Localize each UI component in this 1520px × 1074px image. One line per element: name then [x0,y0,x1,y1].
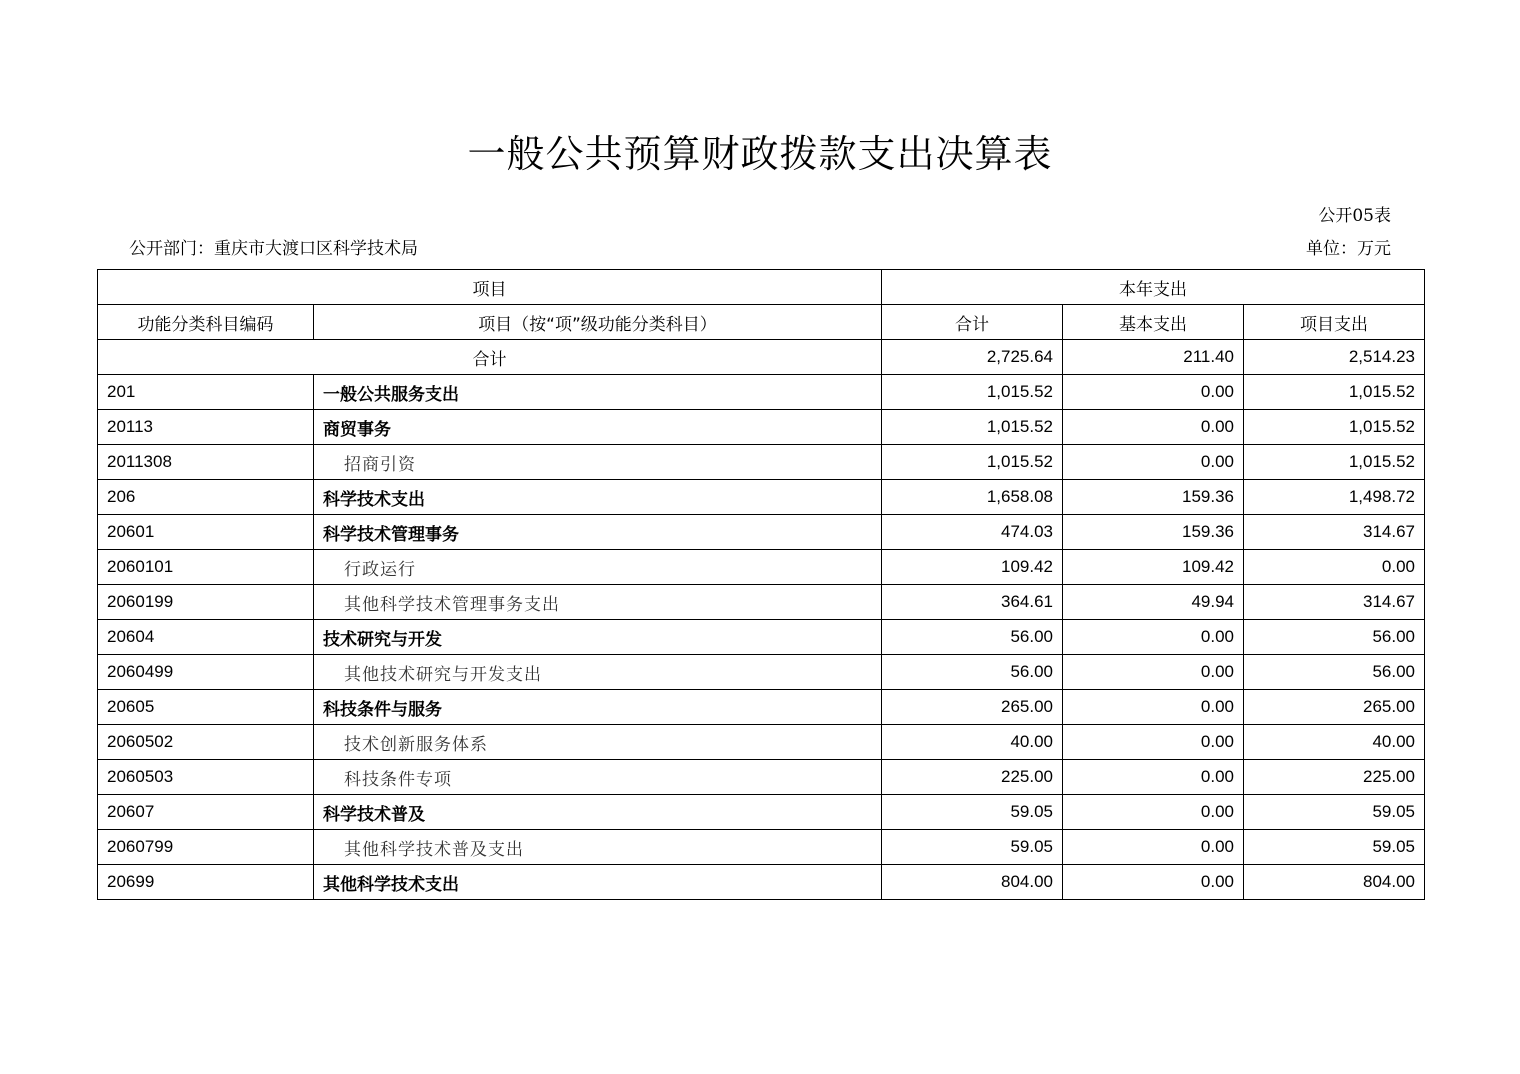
row-project: 1,015.52 [1244,375,1425,410]
row-basic: 0.00 [1063,655,1244,690]
row-basic: 159.36 [1063,480,1244,515]
row-total: 364.61 [882,585,1063,620]
row-code: 201 [98,375,314,410]
header-basic: 基本支出 [1063,305,1244,340]
row-total: 56.00 [882,655,1063,690]
row-project: 0.00 [1244,550,1425,585]
row-code: 2011308 [98,445,314,480]
row-code: 20113 [98,410,314,445]
row-name: 商贸事务 [314,410,882,445]
row-project: 40.00 [1244,725,1425,760]
row-basic: 0.00 [1063,830,1244,865]
table-row [98,585,1425,620]
table-row [98,655,1425,690]
row-total: 40.00 [882,725,1063,760]
row-total: 1,658.08 [882,480,1063,515]
row-code: 2060199 [98,585,314,620]
row-name: 科学技术管理事务 [314,515,882,550]
row-project: 59.05 [1244,795,1425,830]
row-basic: 0.00 [1063,690,1244,725]
table-row [98,865,1425,900]
row-project: 314.67 [1244,585,1425,620]
row-project: 1,498.72 [1244,480,1425,515]
row-project: 59.05 [1244,830,1425,865]
total-row [98,340,1425,375]
header-project: 项目支出 [1244,305,1425,340]
header-total: 合计 [882,305,1063,340]
header-item: 项目 [98,270,882,305]
row-code: 20699 [98,865,314,900]
row-name: 其他技术研究与开发支出 [314,655,882,690]
row-name: 其他科学技术支出 [314,865,882,900]
row-code: 20605 [98,690,314,725]
row-total: 1,015.52 [882,375,1063,410]
row-total: 225.00 [882,760,1063,795]
table-row [98,620,1425,655]
header-name: 项目（按“项”级功能分类科目） [314,305,882,340]
header-code: 功能分类科目编码 [98,305,314,340]
row-project: 314.67 [1244,515,1425,550]
row-basic: 159.36 [1063,515,1244,550]
row-basic: 0.00 [1063,375,1244,410]
row-name: 一般公共服务支出 [314,375,882,410]
row-project: 1,015.52 [1244,410,1425,445]
row-name: 招商引资 [314,445,882,480]
row-basic: 49.94 [1063,585,1244,620]
table-row [98,795,1425,830]
total-basic: 211.40 [1063,340,1244,375]
row-code: 20601 [98,515,314,550]
row-name: 技术创新服务体系 [314,725,882,760]
row-name: 技术研究与开发 [314,620,882,655]
row-total: 1,015.52 [882,445,1063,480]
header-row-2 [98,305,1425,340]
table-row [98,375,1425,410]
row-total: 109.42 [882,550,1063,585]
row-code: 2060502 [98,725,314,760]
row-total: 1,015.52 [882,410,1063,445]
row-basic: 0.00 [1063,865,1244,900]
row-project: 225.00 [1244,760,1425,795]
row-basic: 109.42 [1063,550,1244,585]
row-name: 其他科学技术管理事务支出 [314,585,882,620]
table-number: 公开05表 [1318,206,1391,226]
table-row [98,445,1425,480]
table-row [98,410,1425,445]
row-code: 20607 [98,795,314,830]
row-basic: 0.00 [1063,725,1244,760]
row-project: 265.00 [1244,690,1425,725]
row-basic: 0.00 [1063,760,1244,795]
unit-label: 单位：万元 [1306,239,1391,259]
table-row [98,830,1425,865]
row-total: 56.00 [882,620,1063,655]
table-row [98,480,1425,515]
row-code: 206 [98,480,314,515]
table-row [98,515,1425,550]
row-basic: 0.00 [1063,795,1244,830]
row-code: 2060499 [98,655,314,690]
row-name: 其他科学技术普及支出 [314,830,882,865]
row-name: 科学技术普及 [314,795,882,830]
row-total: 265.00 [882,690,1063,725]
row-code: 2060101 [98,550,314,585]
total-total: 2,725.64 [882,340,1063,375]
row-total: 804.00 [882,865,1063,900]
table-row [98,690,1425,725]
table-row [98,760,1425,795]
header-current-year: 本年支出 [882,270,1425,305]
row-name: 行政运行 [314,550,882,585]
row-project: 56.00 [1244,620,1425,655]
header-row-1 [98,270,1425,305]
row-name: 科学技术支出 [314,480,882,515]
row-project: 1,015.52 [1244,445,1425,480]
total-project: 2,514.23 [1244,340,1425,375]
department-label: 公开部门：重庆市大渡口区科学技术局 [129,239,418,259]
row-total: 59.05 [882,795,1063,830]
table-row [98,725,1425,760]
row-code: 2060503 [98,760,314,795]
row-project: 56.00 [1244,655,1425,690]
row-project: 804.00 [1244,865,1425,900]
table-row [98,550,1425,585]
row-code: 20604 [98,620,314,655]
total-label: 合计 [98,340,882,375]
row-total: 474.03 [882,515,1063,550]
row-code: 2060799 [98,830,314,865]
row-total: 59.05 [882,830,1063,865]
row-basic: 0.00 [1063,445,1244,480]
row-name: 科技条件专项 [314,760,882,795]
expenditure-table [97,269,1425,900]
row-basic: 0.00 [1063,620,1244,655]
row-name: 科技条件与服务 [314,690,882,725]
row-basic: 0.00 [1063,410,1244,445]
page-title: 一般公共预算财政拨款支出决算表 [467,132,1053,176]
